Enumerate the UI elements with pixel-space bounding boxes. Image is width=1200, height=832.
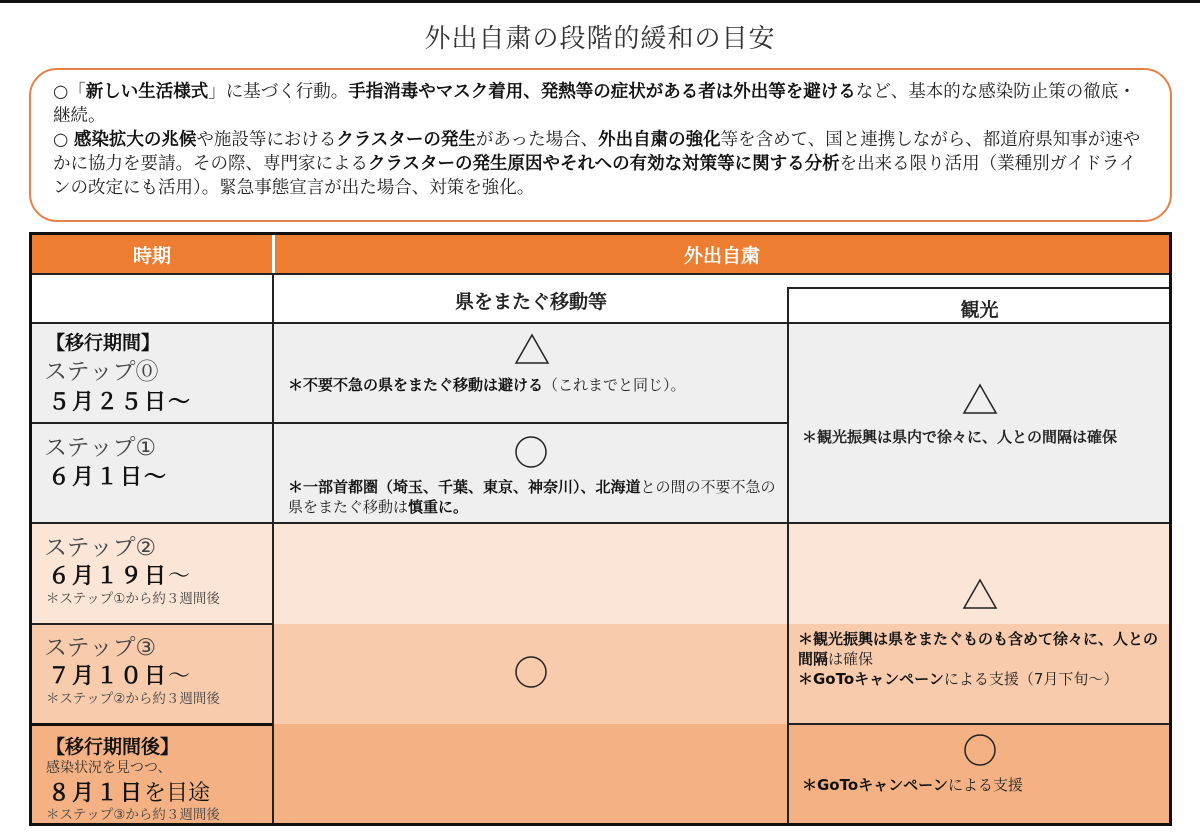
note-text: や施設等における [196,130,337,150]
step-3-tilde: ～ [168,664,191,689]
step-2-date: ６月１９日 [48,564,169,589]
period-transition: 【移行期間】 [46,332,161,354]
after-date-suffix: を目途 [144,781,211,806]
grid-line [32,322,1169,324]
move-r2-note-text: との間の不要不急の県をまたぐ移動は [288,478,776,516]
tourism-r5-goto-text: による支援 [947,776,1023,794]
step-3-date-wrap [48,659,190,690]
grid-line [787,287,789,826]
tourism-r34-note-text: は確保 [828,650,874,668]
note-bold: 手指消毒やマスク着用、発熱等の症状がある者は外出等を避ける [348,82,856,102]
grid-line [272,273,274,826]
note-bold: 外出自粛の強化 [598,130,721,150]
grid-line [32,623,272,625]
after-situation: 感染状況を見つつ、 [46,760,172,776]
tourism-r12-triangle-icon [962,383,998,419]
header-main: 外出自粛 [275,235,1169,273]
move-r1-triangle-icon [514,333,550,369]
step-3-note: ＊ステップ②から約３週間後 [46,691,220,707]
sub-header-tourism: 観光 [960,299,999,321]
move-r2-note-end: 。 [453,498,469,516]
step-1-date: ６月１日～ [48,465,169,490]
step-0-date: ５月２５日～ [48,390,193,415]
note-bold: 新しい生活様式 [85,82,209,102]
move-r34-circle-icon [514,655,548,689]
move-r1-note [288,375,778,395]
note-text: を出来る限り活用（業種別ガイドラインの改定にも活用）。緊急事態宣言が出た場合、対策を強化。 [53,154,1137,198]
step-3-label: ステップ③ [44,635,157,661]
move-r1-note-text: （これまでと同じ）。 [543,376,686,394]
note-bold: クラスターの発生原因やそれへの有効な対策等に関する分析 [368,154,840,174]
tourism-r34-note-bold: ＊観光振興は県をまたぐものも含めて徐々に、人との間隔 [798,630,1159,668]
header-divider [272,235,275,273]
note-paragraph-1 [53,80,1148,128]
note-text: など、基本的な感染防止策の徹底・継続。 [53,82,1136,126]
tourism-r5-note [802,775,1164,795]
move-r1-note-bold: ＊不要不急の県をまたぐ移動は避ける [288,376,544,394]
note-text: 等を含めて、国と連携しながら、都道府県知事が速やかに協力を要請。その際、専門家による [53,130,1141,174]
tourism-r34-triangle-icon [962,578,998,614]
note-text: があった場合、 [475,130,599,150]
sub-header-move: 県をまたぐ移動等 [454,291,607,313]
step-1-label: ステップ① [44,435,157,461]
note-bold: 感染拡大の兆候 [73,130,197,150]
step-3-date: ７月１０日 [48,664,169,689]
grid-line [788,287,1169,289]
tourism-r34-goto-bold: ＊GoToキャンペーン [798,670,944,688]
note-text: 」に基づく行動。 [208,82,349,102]
grid-line [32,422,788,424]
after-date: ８月１日 [48,781,145,806]
after-note: ＊ステップ③から約３週間後 [46,807,220,823]
move-r2-note-bold: ＊一部首都圏（埼玉、千葉、東京、神奈川）、北海道 [288,478,641,496]
period-after: 【移行期間後】 [46,736,180,758]
tourism-r12-note: ＊観光振興は県内で徐々に、人との間隔は確保 [802,428,1118,446]
move-r2-note [288,477,778,517]
note-paragraph-2 [53,128,1148,200]
tourism-r5-circle-icon [963,733,997,767]
step-2-date-wrap [48,559,190,590]
notes-box [29,68,1172,222]
tourism-r34-goto-text: による支援（7月下旬～） [943,670,1119,688]
move-r2-note-bold-2: 慎重に [408,498,454,516]
note-bold: クラスターの発生 [336,130,476,150]
grid-line [32,273,1169,275]
tourism-r34-note [798,629,1166,689]
grid-line [32,723,272,726]
tourism-r5-goto-bold: ＊GoToキャンペーン [802,776,948,794]
schedule-table [29,232,1172,826]
note-text: ○ [53,130,74,150]
header-period: 時期 [32,235,272,273]
page-title: 外出自粛の段階的緩和の目安 [424,24,776,54]
step-2-label: ステップ② [44,535,157,561]
move-r2-circle-icon [514,435,548,469]
note-text: ○「 [53,82,86,102]
step-2-note: ＊ステップ①から約３週間後 [46,591,220,607]
grid-line [788,723,1169,725]
top-rule [0,0,1200,3]
step-2-tilde: ～ [168,564,191,589]
step-0-label: ステップ⓪ [44,359,159,385]
grid-line [32,522,1169,524]
